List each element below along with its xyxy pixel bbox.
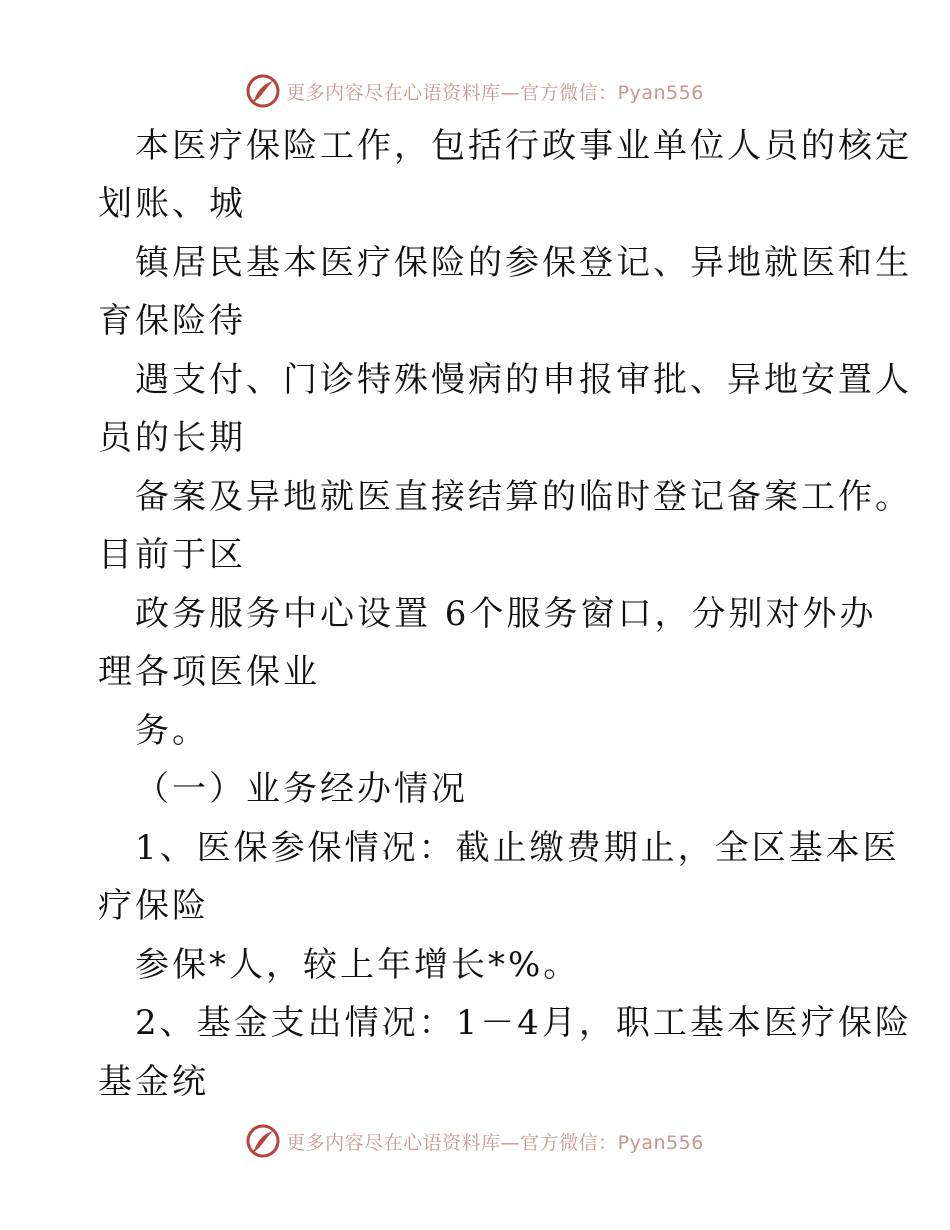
- banner-caption: 更多内容尽在心语资料库—官方微信：: [286, 81, 618, 104]
- paragraph-line: 政务服务中心设置 6个服务窗口，分别对外办: [135, 594, 877, 634]
- paragraph-line: 划账、城: [98, 184, 246, 224]
- paragraph-line: 镇居民基本医疗保险的参保登记、异地就医和生: [135, 243, 912, 283]
- footer-banner: [0, 1121, 950, 1161]
- section-heading: （一）业务经办情况: [135, 769, 468, 809]
- paragraph-line: 遇支付、门诊特殊慢病的申报审批、异地安置人: [135, 360, 912, 400]
- paragraph-line: 疗保险: [98, 886, 209, 926]
- paragraph-line: 员的长期: [98, 418, 246, 458]
- paragraph-line: 参保*人，较上年增长*%。: [135, 945, 581, 985]
- paragraph-line: 备案及异地就医直接结算的临时登记备案工作。: [135, 477, 912, 517]
- paragraph-line: 本医疗保险工作，包括行政事业单位人员的核定: [135, 126, 912, 166]
- paragraph-line: 基金统: [98, 1062, 209, 1102]
- paragraph-line: 育保险待: [98, 301, 246, 341]
- banner-caption: 更多内容尽在心语资料库—官方微信：: [286, 1131, 618, 1154]
- red-quill-logo-icon: [246, 1124, 280, 1158]
- paragraph-line: 2、基金支出情况：1－4月，职工基本医疗保险: [135, 1003, 912, 1043]
- paragraph-line: 理各项医保业: [98, 652, 320, 692]
- paragraph-line: 目前于区: [98, 535, 246, 575]
- paragraph-line: 1、医保参保情况：截止缴费期止，全区基本医: [135, 828, 900, 868]
- banner-text: [286, 78, 704, 105]
- header-banner: [0, 71, 950, 111]
- banner-wechat-id: Pyan556: [617, 81, 704, 104]
- red-quill-logo-icon: [246, 74, 280, 108]
- banner-wechat-id: Pyan556: [617, 1131, 704, 1154]
- paragraph-line: 务。: [135, 711, 209, 751]
- banner-text: [286, 1128, 704, 1155]
